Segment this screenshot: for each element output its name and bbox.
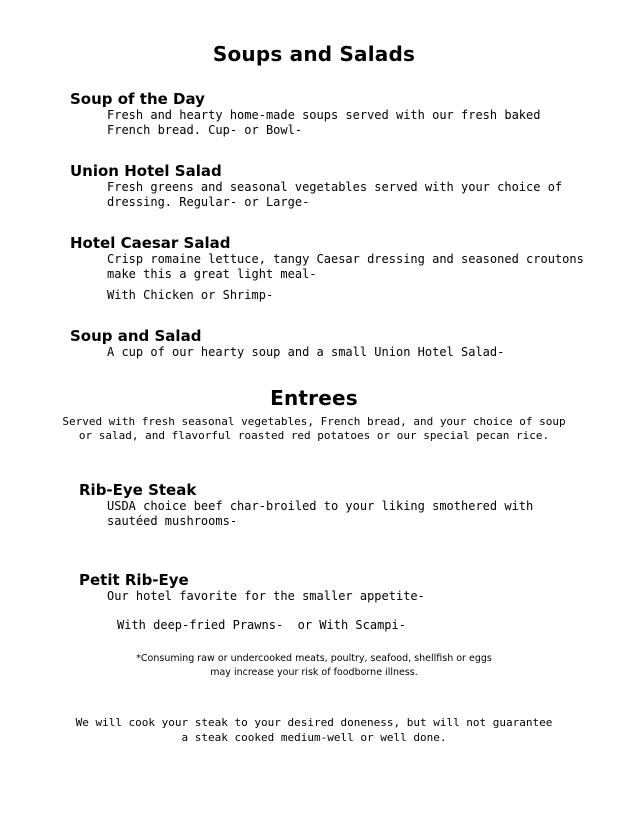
item-name: Rib-Eye Steak bbox=[79, 481, 197, 499]
item-name: Petit Rib-Eye bbox=[79, 571, 189, 589]
entrees-intro-line: or salad, and flavorful roasted red potatoes or our special pecan rice. bbox=[78, 429, 550, 442]
advisory-line: *Consuming raw or undercooked meats, poultry, seafood, shellfish or eggs bbox=[136, 653, 492, 664]
item-description-line: Fresh greens and seasonal vegetables served with your choice of bbox=[107, 180, 563, 194]
entrees-heading: Entrees bbox=[270, 386, 358, 410]
doneness-line: We will cook your steak to your desired doneness, but will not guarantee bbox=[75, 716, 553, 729]
item-name: Hotel Caesar Salad bbox=[70, 234, 231, 252]
item-description-line: French bread. Cup- or Bowl- bbox=[107, 123, 303, 137]
item-description-line: make this a great light meal- bbox=[107, 267, 317, 281]
soups-salads-heading: Soups and Salads bbox=[212, 42, 416, 66]
item-description-line: Fresh and hearty home-made soups served with our fresh baked bbox=[107, 108, 541, 122]
item-name: Soup of the Day bbox=[70, 90, 205, 108]
item-option-line: With Chicken or Shrimp- bbox=[107, 288, 274, 302]
entrees-intro-line: Served with fresh seasonal vegetables, French bread, and your choice of soup bbox=[62, 415, 566, 428]
item-description-line: A cup of our hearty soup and a small Union Hotel Salad- bbox=[107, 345, 505, 359]
item-option-line: With deep-fried Prawns- or With Scampi- bbox=[117, 618, 406, 632]
doneness-line: a steak cooked medium-well or well done. bbox=[181, 731, 447, 744]
item-description-line: Our hotel favorite for the smaller appetite- bbox=[107, 589, 425, 603]
item-description-line: dressing. Regular- or Large- bbox=[107, 195, 310, 209]
item-description-line: USDA choice beef char-broiled to your liking smothered with bbox=[107, 499, 534, 513]
advisory-line: may increase your risk of foodborne illness. bbox=[210, 667, 418, 678]
item-description-line: sautéed mushrooms- bbox=[107, 514, 238, 528]
item-name: Soup and Salad bbox=[70, 327, 202, 345]
item-description-line: Crisp romaine lettuce, tangy Caesar dressing and seasoned croutons bbox=[107, 252, 584, 266]
item-name: Union Hotel Salad bbox=[70, 162, 222, 180]
